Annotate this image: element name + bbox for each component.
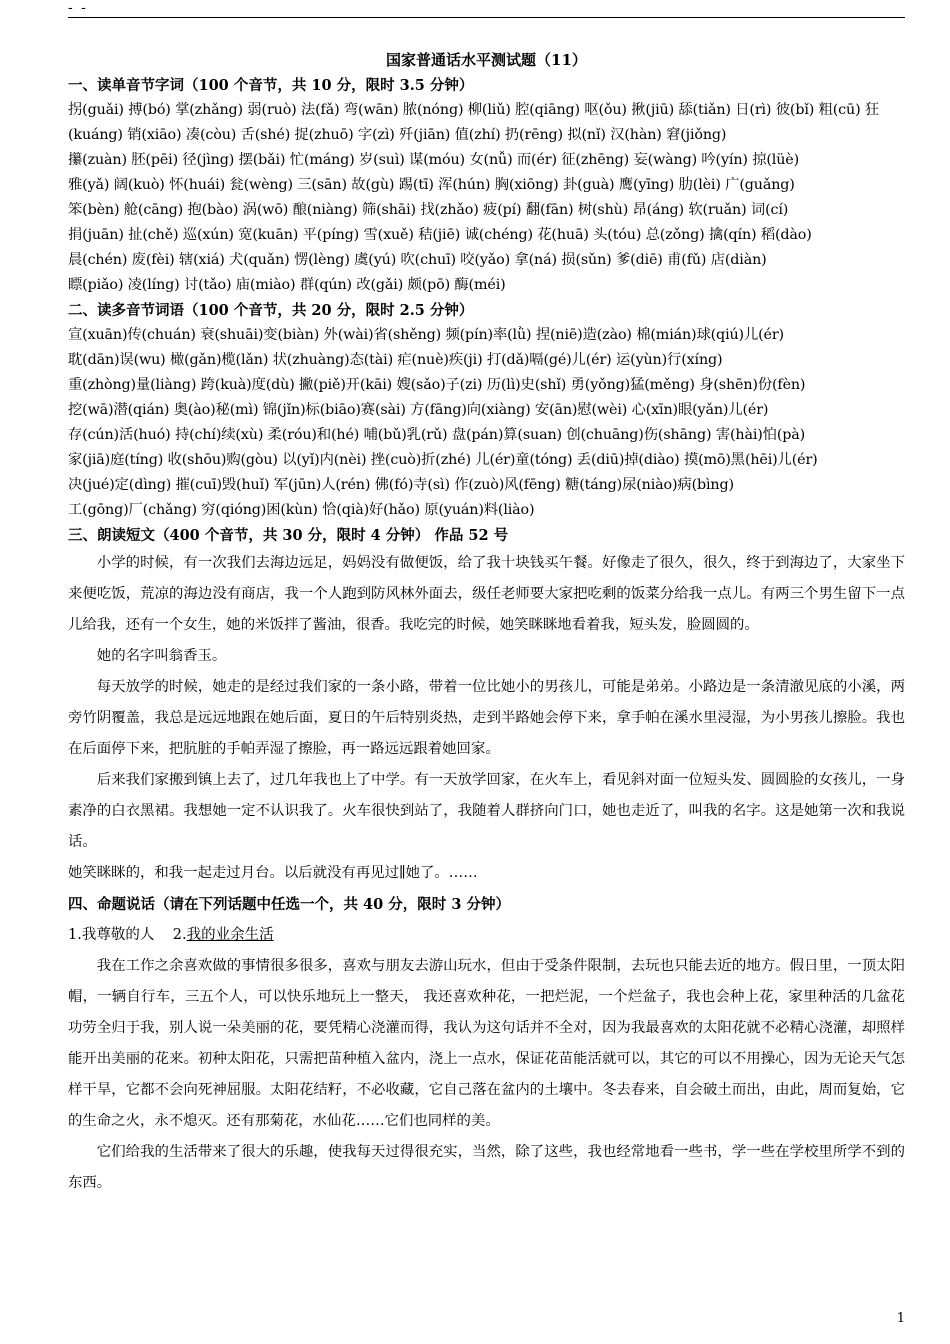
word-row: 耽(dān)误(wu) 橄(gǎn)榄(lǎn) 状(zhuàng)态(tài) 疟(nuè)疾(ji) 打(dǎ)嗝(gé)儿(ér) 运(yùn)行(xíng) xyxy=(68,352,723,368)
section-2-heading: 二、读多音节词语（100 个音节，共 20 分，限时 2.5 分钟） xyxy=(68,302,474,319)
header-mark: - - xyxy=(68,0,88,16)
page-number: 1 xyxy=(896,1311,905,1326)
reading-paragraph: 后来我们家搬到镇上去了，过几年我也上了中学。有一天放学回家，在火车上，看见斜对面一位短头发、圆圆脸的女孩儿，一身素净的白衣黑裙。我想她一定不认识我了。火车很快到站了，我随着人群挤向门口，她也走近了，叫我的名字。这是她第一次和我说话。 xyxy=(68,772,905,850)
page-title: 国家普通话水平测试题（11） xyxy=(386,51,587,69)
word-row: 重(zhòng)量(liàng) 跨(kuà)度(dù) 撇(piě)开(kāi) 嫂(sǎo)子(zi) 历(lì)史(shǐ) 勇(yǒng)猛(měng) 身(shēn)份(fèn) xyxy=(68,377,806,393)
section-4-heading: 四、命题说话（请在下列话题中任选一个，共 40 分，限时 3 分钟） xyxy=(68,896,510,913)
topic-2-number: 2. xyxy=(172,927,187,943)
topic-options xyxy=(68,920,905,951)
word-row: 挖(wā)潜(qián) 奥(ào)秘(mì) 锦(jǐn)标(biāo)赛(sài) 方(fāng)向(xiàng) 安(ān)慰(wèi) 心(xīn)眼(yǎn)儿(ér) xyxy=(68,402,769,418)
word-row: 家(jiā)庭(tíng) 收(shōu)购(gòu) 以(yǐ)内(nèi) 挫(cuò)折(zhé) 儿(ér)童(tóng) 丢(diū)掉(diào) 摸(mō)黑(hēi)儿(ér) xyxy=(68,452,818,468)
word-row: 雅(yǎ) 阔(kuò) 怀(huái) 瓮(wèng) 三(sān) 故(gù) 踢(tī) 浑(hún) 胸(xiōng) 卦(guà) 鹰(yīng) 肋(lèi) 广(guǎng) xyxy=(68,177,795,193)
topic-2: 我的业余生活 xyxy=(186,927,274,943)
document-page xyxy=(68,49,905,1199)
word-row: 攥(zuàn) 胚(pēi) 径(jìng) 摆(bǎi) 忙(máng) 岁(suì) 谋(móu) 女(nǚ) 而(ér) 征(zhēng) 妄(wàng) 吟(yín) 掠(lüè) xyxy=(68,152,800,168)
speech-paragraph: 它们给我的生活带来了很大的乐趣，使我每天过得很充实，当然，除了这些，我也经常地看一些书，学一些在学校里所学不到的东西。 xyxy=(68,1144,905,1191)
word-row: 存(cún)活(huó) 持(chí)续(xù) 柔(róu)和(hé) 哺(bǔ)乳(rǔ) 盘(pán)算(suan) 创(chuāng)伤(shāng) 害(hài)怕(pà) xyxy=(68,427,806,443)
reading-paragraph: 小学的时候，有一次我们去海边远足，妈妈没有做便饭，给了我十块钱买午餐。好像走了很久，很久，终于到海边了，大家坐下来便吃饭，荒凉的海边没有商店，我一个人跑到防风林外面去，级任老师要大家把吃剩的饭菜分给我一点儿。有两三个男生留下一点儿给我，还有一个女生，她的米饭拌了酱油，很香。我吃完的时候，她笑眯眯地看着我，短头发，脸圆圆的。 xyxy=(68,555,905,633)
section-1-word-list xyxy=(68,98,905,298)
word-row: 宣(xuān)传(chuán) 衰(shuāi)变(biàn) 外(wài)省(shěng) 频(pín)率(lǜ) 捏(niē)造(zào) 棉(mián)球(qiú)儿(ér) xyxy=(68,327,784,343)
word-row: 拐(guǎi) 搏(bó) 掌(zhǎng) 弱(ruò) 法(fǎ) 弯(wān) 脓(nóng) 柳(liǔ) 腔(qiāng) 呕(ǒu) 揪(jiū) 舔(tiǎn) 日(rì) 彼(bǐ) 粗(cū) 狂 xyxy=(68,102,880,118)
word-row: 晨(chén) 废(fèi) 辖(xiá) 犬(quǎn) 愣(lèng) 虞(yú) 吹(chuī) 咬(yǎo) 拿(ná) 损(sǔn) 爹(diē) 甫(fǔ) 店(diàn) xyxy=(68,252,767,268)
speech-paragraph: 我在工作之余喜欢做的事情很多很多，喜欢与朋友去游山玩水，但由于受条件限制，去玩也只能去近的地方。假日里，一顶太阳帽，一辆自行车，三五个人，可以快乐地玩上一整天， 我还喜欢种花，一把烂泥，一个烂盆子，我也会种上花，家里种活的几盆花功劳全归于我，别人说一朵美丽的花，要凭精心浇灌而得，我认为这句话并不全对，因为我最喜欢的太阳花就不必精心浇灌，却照样能开出美丽的花来。初种太阳花，只需把苗种植入盆内，浇上一点水，保证花苗能活就可以，其它的可以不用操心，因为无论天气怎样干旱，它都不会向死神屈服。太阳花结籽，不必收藏，它自己落在盆内的土壤中。冬去春来，自会破土而出，由此，周而复始，它的生命之火，永不熄灭。还有那菊花，水仙花……它们也同样的美。 xyxy=(68,958,905,1129)
section-3-heading: 三、朗读短文（400 个音节，共 30 分，限时 4 分钟） 作品 52 号 xyxy=(68,527,509,544)
section-2-word-list xyxy=(68,323,905,523)
topic-1: 1.我尊敬的人 xyxy=(68,927,155,943)
reading-paragraph: 每天放学的时候，她走的是经过我们家的一条小路，带着一位比她小的男孩儿，可能是弟弟。小路边是一条清澈见底的小溪，两旁竹阴覆盖，我总是远远地跟在她后面，夏日的午后特别炎热，走到半路她会停下来，拿手帕在溪水里浸湿，为小男孩儿擦脸。我也在后面停下来，把肮脏的手帕弄湿了擦脸，再一路远远跟着她回家。 xyxy=(68,679,905,757)
word-row: 决(jué)定(dìng) 摧(cuī)毁(huǐ) 军(jūn)人(rén) 佛(fó)寺(sì) 作(zuò)风(fēng) 糖(táng)尿(niào)病(bìng) xyxy=(68,477,734,493)
word-row: 工(gōng)厂(chǎng) 穷(qióng)困(kùn) 恰(qià)好(hǎo) 原(yuán)料(liào) xyxy=(68,502,535,518)
header-rule xyxy=(68,17,905,18)
reading-final-line: 她笑眯眯的，和我一起走过月台。以后就没有再见过∥她了。…… xyxy=(68,865,478,881)
reading-paragraph: 她的名字叫翁香玉。 xyxy=(96,648,227,664)
word-row: (kuáng) 销(xiāo) 凑(còu) 舌(shé) 捉(zhuō) 字(zì) 歼(jiān) 值(zhí) 扔(rēng) 拟(nǐ) 汉(hàn) 窘(jiǒng) xyxy=(68,127,727,143)
word-row: 瞟(piǎo) 凌(líng) 讨(tǎo) 庙(miào) 群(qún) 改(gǎi) 颇(pō) 酶(méi) xyxy=(68,277,506,293)
section-1-heading: 一、读单音节字词（100 个音节，共 10 分，限时 3.5 分钟） xyxy=(68,77,474,94)
word-row: 笨(bèn) 舱(cāng) 抱(bào) 涡(wō) 酿(niàng) 筛(shāi) 找(zhǎo) 疲(pí) 翻(fān) 树(shù) 昂(áng) 软(ruǎn) 词(cí) xyxy=(68,202,789,218)
word-row: 捐(juān) 扯(chě) 巡(xún) 宽(kuān) 平(píng) 雪(xuě) 秸(jiē) 诚(chéng) 花(huā) 头(tóu) 总(zǒng) 擒(qín) 稻(dào) xyxy=(68,227,812,243)
